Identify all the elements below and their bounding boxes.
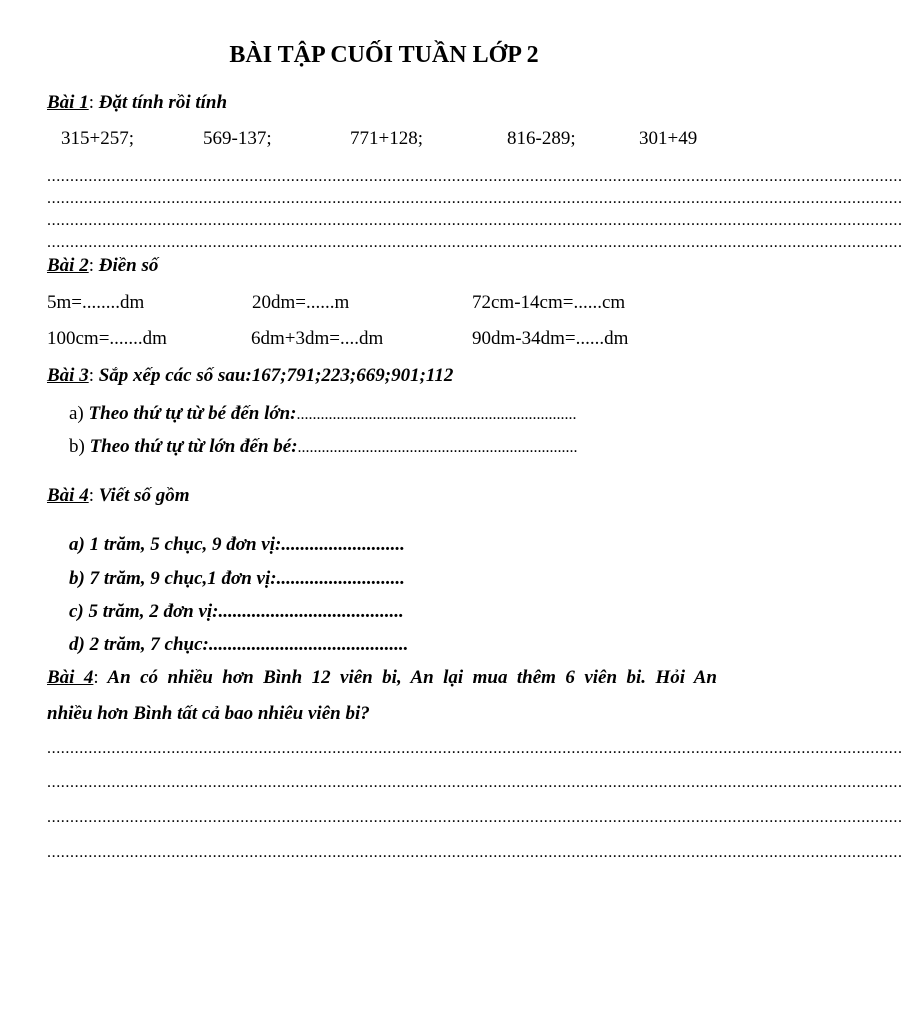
sort-item-b xyxy=(69,436,578,458)
sort-item-a-dots: ...................................................................... xyxy=(296,406,577,423)
word-problem-label: Bài 4 xyxy=(47,667,94,688)
exercise-4-heading xyxy=(47,485,190,507)
exercise-1-heading xyxy=(47,92,227,114)
conversion-item: 6dm+3dm=....dm xyxy=(251,328,384,349)
answer-line: .......................................................................................................................................................................................... xyxy=(47,809,903,826)
sort-item-b-text: Theo thứ tự từ lớn đến bé: xyxy=(89,436,298,457)
sort-item-a xyxy=(69,403,576,425)
answer-line: .......................................................................................................................................................................................... xyxy=(47,740,903,757)
exercise-2-label: Bài 2 xyxy=(47,255,89,276)
sort-item-a-marker: a) xyxy=(69,403,84,424)
exercise-2-text: Điền số xyxy=(93,255,159,276)
answer-line: .......................................................................................................................................................................................... xyxy=(47,168,903,185)
problem-1: 315+257; xyxy=(61,128,134,149)
write-number-item: c) 5 trăm, 2 đơn vị:....................................... xyxy=(69,601,404,622)
exercise-1-label: Bài 1 xyxy=(47,92,89,113)
problem-5: 301+49 xyxy=(639,128,698,149)
conversion-item: 100cm=.......dm xyxy=(47,328,167,349)
page-title: BÀI TẬP CUỐI TUẦN LỚP 2 xyxy=(229,42,539,68)
word-problem-colon: : xyxy=(93,667,99,688)
conversion-item: 72cm-14cm=......cm xyxy=(472,292,626,313)
write-number-item: d) 2 trăm, 7 chục:.......................................... xyxy=(69,634,409,655)
exercise-4-text: Viết số gồm xyxy=(93,485,190,506)
answer-line: .......................................................................................................................................................................................... xyxy=(47,212,903,229)
word-problem-line-2: nhiều hơn Bình tất cả bao nhiêu viên bi? xyxy=(47,703,370,724)
problem-4: 816-289; xyxy=(507,128,576,149)
answer-line: .......................................................................................................................................................................................... xyxy=(47,234,903,251)
problem-2: 569-137; xyxy=(203,128,272,149)
write-number-item: a) 1 trăm, 5 chục, 9 đơn vị:.......................... xyxy=(69,534,405,555)
word-problem-text-1: An có nhiều hơn Bình 12 viên bi, An lại mua thêm 6 viên bi. Hỏi An xyxy=(98,667,717,688)
exercise-4-label: Bài 4 xyxy=(47,485,89,506)
exercise-3-label: Bài 3 xyxy=(47,365,89,386)
exercise-3-colon: : xyxy=(88,365,94,386)
exercise-4-colon: : xyxy=(88,485,94,506)
write-number-item: b) 7 trăm, 9 chục,1 đơn vị:........................... xyxy=(69,568,405,589)
conversion-item: 5m=........dm xyxy=(47,292,145,313)
exercise-3-text: Sắp xếp các số sau:167;791;223;669;901;112 xyxy=(93,365,454,386)
exercise-1-colon: : xyxy=(88,92,94,113)
problem-3: 771+128; xyxy=(350,128,423,149)
sort-item-a-text: Theo thứ tự từ bé đến lớn: xyxy=(88,403,297,424)
exercise-2-colon: : xyxy=(88,255,94,276)
conversion-item: 20dm=......m xyxy=(252,292,350,313)
word-problem-line-1 xyxy=(47,667,717,689)
exercise-3-heading xyxy=(47,365,453,387)
sort-item-b-dots: ...................................................................... xyxy=(297,439,578,456)
answer-line: .......................................................................................................................................................................................... xyxy=(47,190,903,207)
sort-item-b-marker: b) xyxy=(69,436,85,457)
exercise-2-heading xyxy=(47,255,158,277)
conversion-item: 90dm-34dm=......dm xyxy=(472,328,629,349)
answer-line: .......................................................................................................................................................................................... xyxy=(47,844,903,861)
answer-line: .......................................................................................................................................................................................... xyxy=(47,774,903,791)
exercise-1-text: Đặt tính rồi tính xyxy=(93,92,228,113)
